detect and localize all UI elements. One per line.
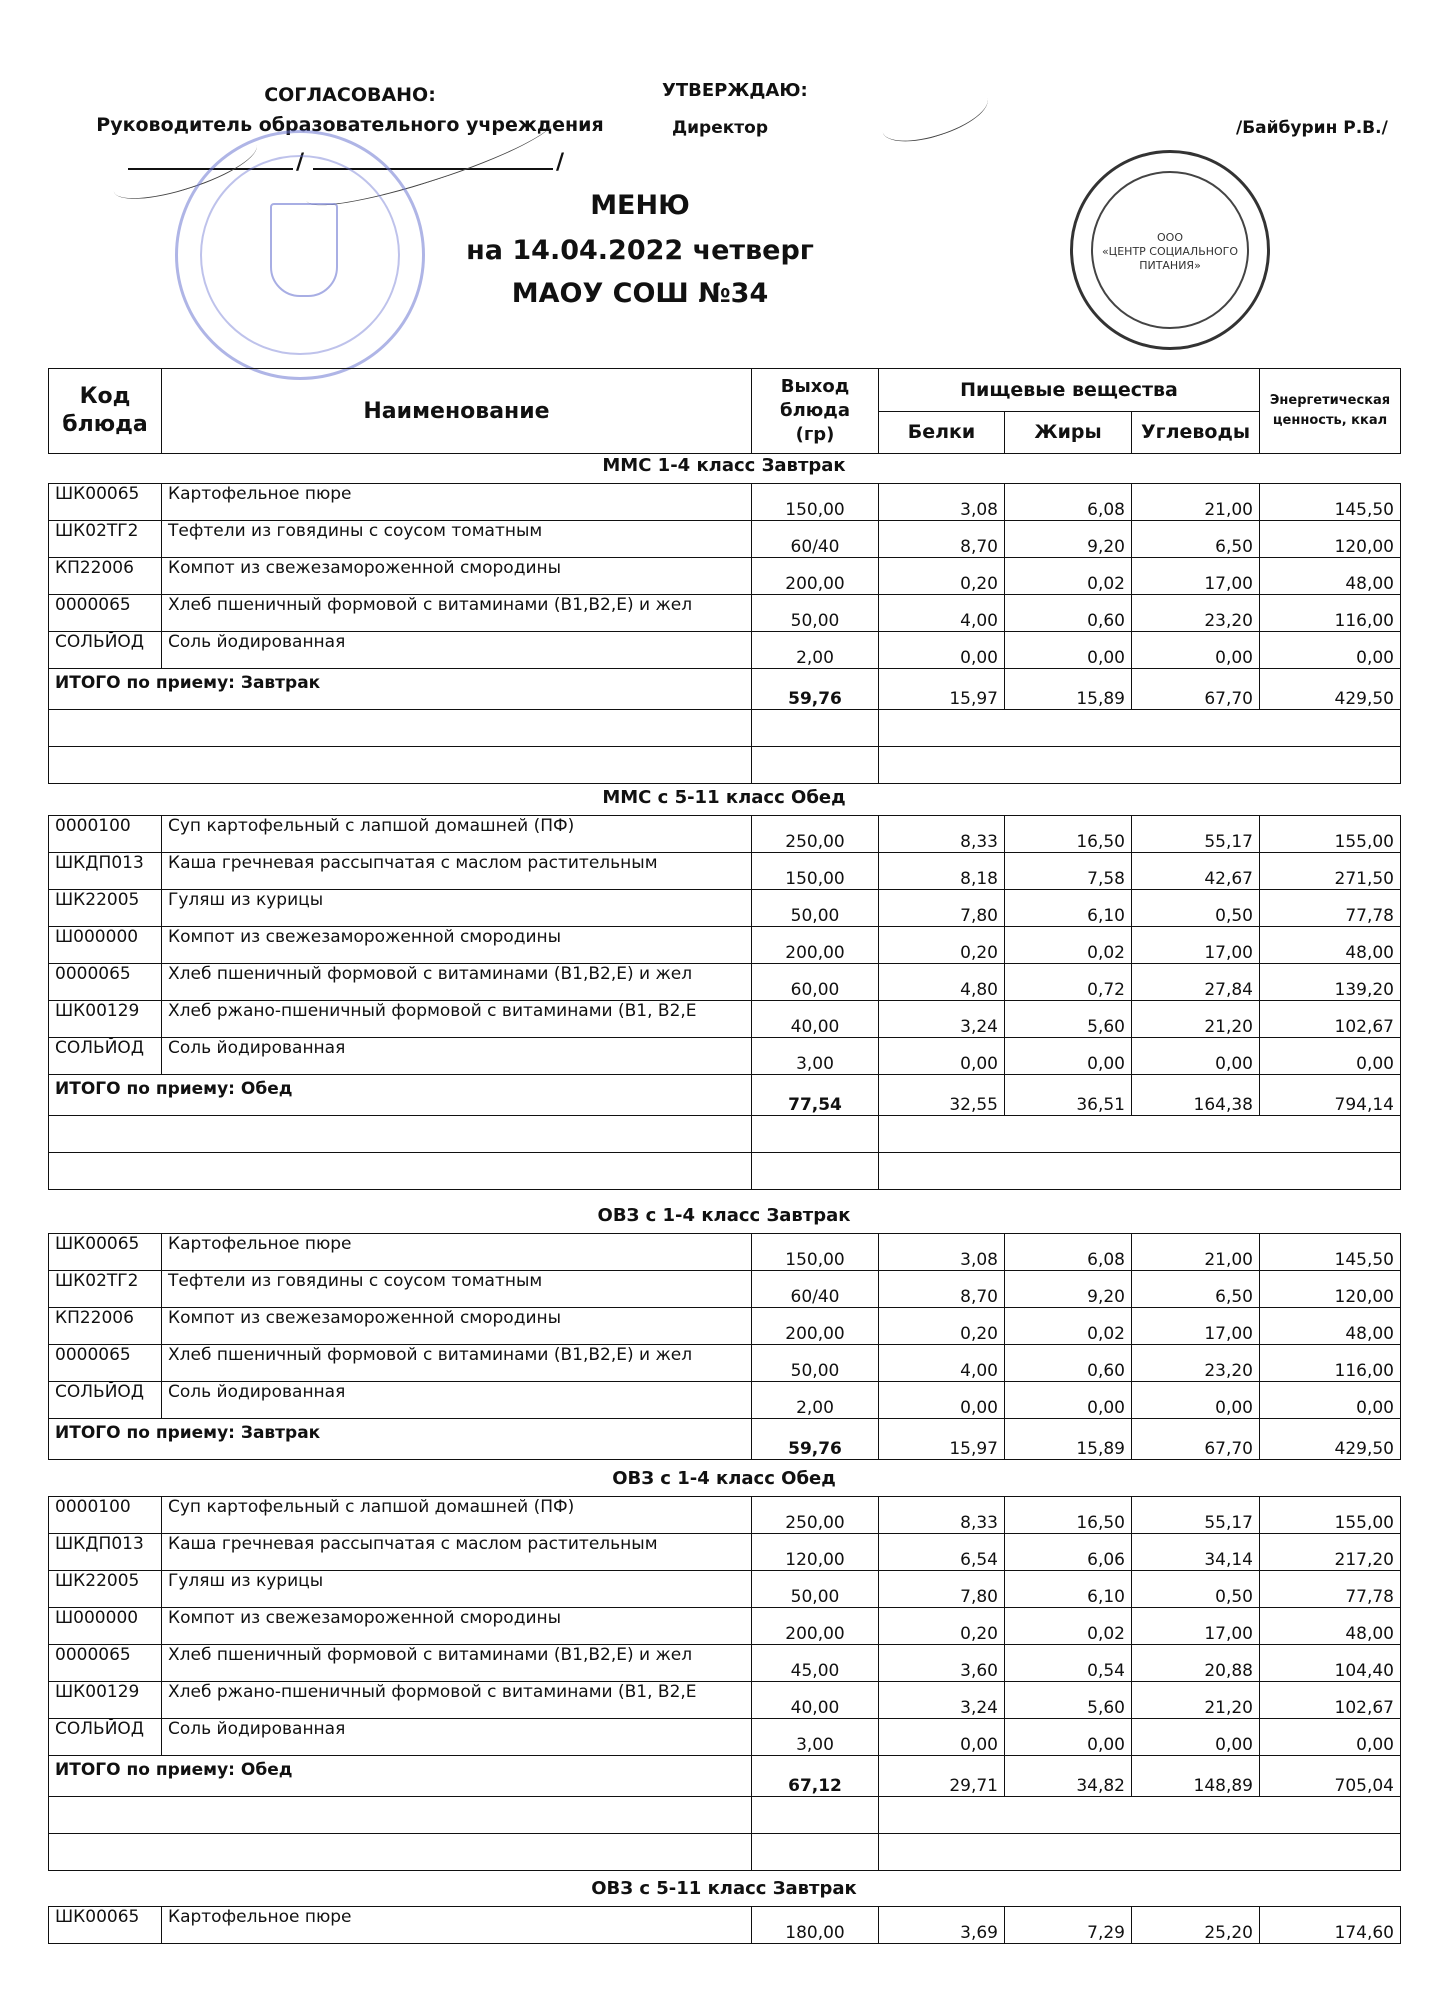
dish-protein: 0,00 — [879, 1382, 1005, 1419]
dish-name: Гуляш из курицы — [162, 1571, 752, 1608]
col-protein: Белки — [879, 411, 1005, 454]
dish-protein: 3,69 — [879, 1907, 1005, 1944]
dish-fat: 7,58 — [1005, 853, 1132, 890]
coat-of-arms-icon — [270, 203, 338, 297]
blank-row — [49, 1834, 1401, 1871]
section-title: ОВЗ с 1-4 класс Завтрак — [597, 1205, 851, 1226]
dish-name: Тефтели из говядины с соусом томатным — [162, 521, 752, 558]
dish-output: 250,00 — [752, 1497, 879, 1534]
dish-protein: 8,70 — [879, 521, 1005, 558]
blank-row — [49, 1116, 1401, 1153]
dish-energy: 102,67 — [1260, 1001, 1401, 1038]
dish-output: 50,00 — [752, 1345, 879, 1382]
section-title: ОВЗ с 5-11 класс Завтрак — [591, 1878, 857, 1899]
total-carbs: 164,38 — [1132, 1075, 1260, 1116]
dish-row — [49, 890, 1401, 927]
dish-carbs: 25,20 — [1132, 1907, 1260, 1944]
dish-name: Соль йодированная — [162, 1382, 752, 1419]
dish-code: 0000065 — [49, 1345, 162, 1382]
dish-row — [49, 1038, 1401, 1075]
dish-carbs: 20,88 — [1132, 1645, 1260, 1682]
dish-protein: 3,24 — [879, 1001, 1005, 1038]
total-output: 77,54 — [752, 1075, 879, 1116]
dish-energy: 48,00 — [1260, 927, 1401, 964]
dish-code: КП22006 — [49, 558, 162, 595]
dish-output: 3,00 — [752, 1038, 879, 1075]
dish-row — [49, 595, 1401, 632]
blank-cell — [49, 1116, 752, 1153]
dish-output: 2,00 — [752, 632, 879, 669]
dish-code: 0000065 — [49, 595, 162, 632]
dish-row — [49, 964, 1401, 1001]
menu-date: на 14.04.2022 четверг — [466, 235, 814, 266]
dish-code: 0000065 — [49, 964, 162, 1001]
dish-code: ШК00129 — [49, 1682, 162, 1719]
school-stamp — [175, 130, 425, 380]
dish-name: Каша гречневая рассыпчатая с маслом растительным — [162, 853, 752, 890]
dish-row — [49, 1308, 1401, 1345]
dish-row — [49, 1719, 1401, 1756]
dish-name: Картофельное пюре — [162, 1234, 752, 1271]
section-title: ММС с 5-11 класс Обед — [602, 787, 846, 808]
col-code: Код блюда — [49, 369, 162, 454]
dish-name: Компот из свежезамороженной смородины — [162, 558, 752, 595]
total-row — [49, 1419, 1401, 1460]
dish-carbs: 27,84 — [1132, 964, 1260, 1001]
dish-name: Суп картофельный с лапшой домашней (ПФ) — [162, 1497, 752, 1534]
total-energy: 794,14 — [1260, 1075, 1401, 1116]
dish-code: ШК02ТГ2 — [49, 1271, 162, 1308]
dish-code: ШКДП013 — [49, 1534, 162, 1571]
dish-fat: 0,60 — [1005, 1345, 1132, 1382]
dish-fat: 0,02 — [1005, 1308, 1132, 1345]
dish-carbs: 17,00 — [1132, 558, 1260, 595]
stamp-line-2: «ЦЕНТР СОЦИАЛЬНОГО — [1101, 245, 1239, 258]
dish-carbs: 21,00 — [1132, 484, 1260, 521]
dish-protein: 4,00 — [879, 1345, 1005, 1382]
blank-cell — [879, 1834, 1401, 1871]
blank-cell — [879, 747, 1401, 784]
approval-left-role: Руководитель образовательного учреждения — [96, 114, 604, 136]
dish-name: Суп картофельный с лапшой домашней (ПФ) — [162, 816, 752, 853]
dish-code: ШКДП013 — [49, 853, 162, 890]
dish-row — [49, 1645, 1401, 1682]
dish-energy: 48,00 — [1260, 1308, 1401, 1345]
dish-name: Компот из свежезамороженной смородины — [162, 927, 752, 964]
dish-carbs: 34,14 — [1132, 1534, 1260, 1571]
dish-energy: 0,00 — [1260, 1719, 1401, 1756]
dish-name: Хлеб ржано-пшеничный формовой с витаминами (В1, В2,Е — [162, 1001, 752, 1038]
dish-fat: 6,08 — [1005, 1234, 1132, 1271]
approval-right-role: Директор — [672, 118, 768, 138]
section-table — [48, 483, 1401, 784]
dish-row — [49, 632, 1401, 669]
dish-carbs: 0,00 — [1132, 1719, 1260, 1756]
dish-fat: 0,54 — [1005, 1645, 1132, 1682]
dish-carbs: 23,20 — [1132, 1345, 1260, 1382]
dish-output: 150,00 — [752, 484, 879, 521]
total-energy: 705,04 — [1260, 1756, 1401, 1797]
dish-code: 0000065 — [49, 1645, 162, 1682]
dish-energy: 145,50 — [1260, 1234, 1401, 1271]
section-table — [48, 1496, 1401, 1871]
dish-energy: 120,00 — [1260, 1271, 1401, 1308]
blank-row — [49, 1797, 1401, 1834]
dish-fat: 16,50 — [1005, 816, 1132, 853]
total-row — [49, 1756, 1401, 1797]
dish-protein: 3,60 — [879, 1645, 1005, 1682]
total-carbs: 148,89 — [1132, 1756, 1260, 1797]
dish-row — [49, 1234, 1401, 1271]
blank-cell — [49, 1834, 752, 1871]
dish-name: Соль йодированная — [162, 632, 752, 669]
dish-fat: 9,20 — [1005, 521, 1132, 558]
dish-energy: 0,00 — [1260, 1382, 1401, 1419]
dish-code: СОЛЬЙОД — [49, 632, 162, 669]
blank-cell — [752, 710, 879, 747]
dish-row — [49, 1345, 1401, 1382]
dish-row — [49, 1907, 1401, 1944]
dish-carbs: 17,00 — [1132, 927, 1260, 964]
blank-cell — [49, 747, 752, 784]
dish-name: Компот из свежезамороженной смородины — [162, 1308, 752, 1345]
dish-protein: 4,80 — [879, 964, 1005, 1001]
dish-fat: 5,60 — [1005, 1682, 1132, 1719]
dish-row — [49, 853, 1401, 890]
dish-code: ШК00065 — [49, 1234, 162, 1271]
total-protein: 15,97 — [879, 1419, 1005, 1460]
blank-cell — [752, 1116, 879, 1153]
dish-fat: 6,10 — [1005, 890, 1132, 927]
col-name: Наименование — [162, 369, 752, 454]
dish-carbs: 17,00 — [1132, 1308, 1260, 1345]
section-title: ОВЗ с 1-4 класс Обед — [612, 1468, 836, 1489]
signature-line-left: / / — [128, 150, 568, 172]
dish-energy: 48,00 — [1260, 558, 1401, 595]
dish-energy: 120,00 — [1260, 521, 1401, 558]
dish-output: 250,00 — [752, 816, 879, 853]
total-energy: 429,50 — [1260, 1419, 1401, 1460]
dish-protein: 4,00 — [879, 595, 1005, 632]
dish-code: КП22006 — [49, 1308, 162, 1345]
dish-output: 180,00 — [752, 1907, 879, 1944]
director-name: /Байбурин Р.В./ — [1236, 118, 1388, 138]
dish-name: Соль йодированная — [162, 1038, 752, 1075]
blank-cell — [752, 747, 879, 784]
blank-row — [49, 710, 1401, 747]
dish-output: 150,00 — [752, 1234, 879, 1271]
dish-name: Хлеб пшеничный формовой с витаминами (В1,В2,Е) и жел — [162, 1345, 752, 1382]
dish-code: СОЛЬЙОД — [49, 1038, 162, 1075]
total-protein: 29,71 — [879, 1756, 1005, 1797]
dish-fat: 0,00 — [1005, 632, 1132, 669]
dish-row — [49, 1497, 1401, 1534]
dish-output: 60/40 — [752, 521, 879, 558]
blank-row — [49, 747, 1401, 784]
dish-output: 200,00 — [752, 927, 879, 964]
total-carbs: 67,70 — [1132, 1419, 1260, 1460]
dish-carbs: 21,00 — [1132, 1234, 1260, 1271]
dish-carbs: 21,20 — [1132, 1682, 1260, 1719]
dish-fat: 0,02 — [1005, 558, 1132, 595]
dish-protein: 0,00 — [879, 1719, 1005, 1756]
dish-output: 60/40 — [752, 1271, 879, 1308]
dish-output: 50,00 — [752, 595, 879, 632]
dish-name: Тефтели из говядины с соусом томатным — [162, 1271, 752, 1308]
blank-cell — [49, 710, 752, 747]
dish-fat: 0,60 — [1005, 595, 1132, 632]
dish-name: Соль йодированная — [162, 1719, 752, 1756]
dish-code: Ш000000 — [49, 927, 162, 964]
school-name: МАОУ СОШ №34 — [511, 278, 769, 309]
dish-protein: 8,33 — [879, 816, 1005, 853]
total-fat: 36,51 — [1005, 1075, 1132, 1116]
total-fat: 15,89 — [1005, 669, 1132, 710]
blank-cell — [752, 1834, 879, 1871]
dish-output: 40,00 — [752, 1682, 879, 1719]
dish-energy: 116,00 — [1260, 1345, 1401, 1382]
dish-output: 3,00 — [752, 1719, 879, 1756]
dish-output: 50,00 — [752, 1571, 879, 1608]
dish-carbs: 42,67 — [1132, 853, 1260, 890]
dish-protein: 0,00 — [879, 632, 1005, 669]
approval-left-title: СОГЛАСОВАНО: — [264, 84, 436, 106]
dish-code: ШК22005 — [49, 1571, 162, 1608]
dish-row — [49, 1382, 1401, 1419]
blank-cell — [879, 710, 1401, 747]
dish-fat: 0,72 — [1005, 964, 1132, 1001]
dish-protein: 0,20 — [879, 558, 1005, 595]
dish-energy: 139,20 — [1260, 964, 1401, 1001]
dish-energy: 77,78 — [1260, 890, 1401, 927]
dish-output: 50,00 — [752, 890, 879, 927]
dish-name: Хлеб ржано-пшеничный формовой с витаминами (В1, В2,Е — [162, 1682, 752, 1719]
dish-name: Хлеб пшеничный формовой с витаминами (В1,В2,Е) и жел — [162, 964, 752, 1001]
dish-energy: 145,50 — [1260, 484, 1401, 521]
dish-carbs: 0,00 — [1132, 1382, 1260, 1419]
blank-cell — [752, 1153, 879, 1190]
menu-title: МЕНЮ — [590, 190, 690, 221]
dish-fat: 5,60 — [1005, 1001, 1132, 1038]
total-output: 59,76 — [752, 669, 879, 710]
dish-fat: 9,20 — [1005, 1271, 1132, 1308]
dish-row — [49, 1608, 1401, 1645]
dish-code: ШК00065 — [49, 1907, 162, 1944]
dish-output: 45,00 — [752, 1645, 879, 1682]
dish-protein: 8,18 — [879, 853, 1005, 890]
dish-fat: 0,02 — [1005, 1608, 1132, 1645]
dish-code: ШК00065 — [49, 484, 162, 521]
blank-cell — [879, 1153, 1401, 1190]
section-table — [48, 815, 1401, 1190]
blank-cell — [879, 1797, 1401, 1834]
dish-carbs: 6,50 — [1132, 521, 1260, 558]
dish-code: ШК00129 — [49, 1001, 162, 1038]
dish-code: ШК22005 — [49, 890, 162, 927]
dish-protein: 8,33 — [879, 1497, 1005, 1534]
dish-fat: 6,10 — [1005, 1571, 1132, 1608]
dish-fat: 6,06 — [1005, 1534, 1132, 1571]
dish-protein: 0,20 — [879, 1608, 1005, 1645]
dish-code: 0000100 — [49, 1497, 162, 1534]
dish-energy: 217,20 — [1260, 1534, 1401, 1571]
dish-code: СОЛЬЙОД — [49, 1382, 162, 1419]
dish-fat: 6,08 — [1005, 484, 1132, 521]
dish-name: Картофельное пюре — [162, 484, 752, 521]
dish-row — [49, 1001, 1401, 1038]
dish-carbs: 0,00 — [1132, 632, 1260, 669]
dish-fat: 7,29 — [1005, 1907, 1132, 1944]
company-stamp — [1070, 150, 1270, 350]
section-table — [48, 1233, 1401, 1460]
dish-name: Каша гречневая рассыпчатая с маслом растительным — [162, 1534, 752, 1571]
dish-carbs: 6,50 — [1132, 1271, 1260, 1308]
dish-energy: 0,00 — [1260, 632, 1401, 669]
dish-row — [49, 927, 1401, 964]
dish-name: Хлеб пшеничный формовой с витаминами (В1,В2,Е) и жел — [162, 1645, 752, 1682]
dish-energy: 48,00 — [1260, 1608, 1401, 1645]
dish-row — [49, 1682, 1401, 1719]
dish-energy: 174,60 — [1260, 1907, 1401, 1944]
total-label: ИТОГО по приему: Завтрак — [49, 669, 752, 710]
dish-protein: 6,54 — [879, 1534, 1005, 1571]
col-output: Выход блюда (гр) — [752, 369, 879, 454]
dish-row — [49, 484, 1401, 521]
blank-cell — [49, 1153, 752, 1190]
dish-output: 60,00 — [752, 964, 879, 1001]
blank-cell — [879, 1116, 1401, 1153]
col-fat: Жиры — [1005, 411, 1132, 454]
col-energy: Энергетическая ценность, ккал — [1260, 369, 1401, 454]
dish-row — [49, 558, 1401, 595]
total-output: 67,12 — [752, 1756, 879, 1797]
total-energy: 429,50 — [1260, 669, 1401, 710]
total-label: ИТОГО по приему: Обед — [49, 1075, 752, 1116]
total-label: ИТОГО по приему: Обед — [49, 1756, 752, 1797]
dish-energy: 155,00 — [1260, 816, 1401, 853]
dish-output: 200,00 — [752, 558, 879, 595]
dish-output: 150,00 — [752, 853, 879, 890]
dish-protein: 3,24 — [879, 1682, 1005, 1719]
dish-protein: 7,80 — [879, 890, 1005, 927]
approval-right-title: УТВЕРЖДАЮ: — [662, 80, 808, 101]
blank-cell — [49, 1797, 752, 1834]
dish-row — [49, 1271, 1401, 1308]
dish-protein: 3,08 — [879, 1234, 1005, 1271]
dish-name: Компот из свежезамороженной смородины — [162, 1608, 752, 1645]
dish-output: 120,00 — [752, 1534, 879, 1571]
menu-header-table — [48, 368, 1401, 454]
dish-output: 200,00 — [752, 1308, 879, 1345]
dish-energy: 0,00 — [1260, 1038, 1401, 1075]
total-fat: 34,82 — [1005, 1756, 1132, 1797]
dish-energy: 77,78 — [1260, 1571, 1401, 1608]
blank-row — [49, 1153, 1401, 1190]
dish-energy: 155,00 — [1260, 1497, 1401, 1534]
dish-row — [49, 521, 1401, 558]
dish-row — [49, 1571, 1401, 1608]
dish-energy: 116,00 — [1260, 595, 1401, 632]
total-protein: 32,55 — [879, 1075, 1005, 1116]
dish-protein: 8,70 — [879, 1271, 1005, 1308]
dish-row — [49, 816, 1401, 853]
dish-output: 2,00 — [752, 1382, 879, 1419]
dish-carbs: 0,50 — [1132, 890, 1260, 927]
stamp-line-1: ООО — [1157, 231, 1183, 244]
dish-carbs: 0,00 — [1132, 1038, 1260, 1075]
dish-protein: 0,20 — [879, 1308, 1005, 1345]
stamp-line-3: ПИТАНИЯ» — [1139, 259, 1201, 272]
dish-code: СОЛЬЙОД — [49, 1719, 162, 1756]
dish-carbs: 21,20 — [1132, 1001, 1260, 1038]
dish-energy: 104,40 — [1260, 1645, 1401, 1682]
dish-carbs: 55,17 — [1132, 816, 1260, 853]
total-row — [49, 669, 1401, 710]
dish-fat: 0,00 — [1005, 1382, 1132, 1419]
dish-output: 40,00 — [752, 1001, 879, 1038]
total-fat: 15,89 — [1005, 1419, 1132, 1460]
total-protein: 15,97 — [879, 669, 1005, 710]
section-table — [48, 1906, 1401, 1944]
dish-name: Хлеб пшеничный формовой с витаминами (В1,В2,Е) и жел — [162, 595, 752, 632]
dish-protein: 0,20 — [879, 927, 1005, 964]
col-carbs: Углеводы — [1132, 411, 1260, 454]
dish-code: Ш000000 — [49, 1608, 162, 1645]
signature-director — [876, 79, 993, 152]
dish-carbs: 23,20 — [1132, 595, 1260, 632]
dish-carbs: 0,50 — [1132, 1571, 1260, 1608]
blank-cell — [752, 1797, 879, 1834]
section-title: ММС 1-4 класс Завтрак — [602, 455, 846, 476]
total-carbs: 67,70 — [1132, 669, 1260, 710]
col-nutrients: Пищевые вещества — [879, 369, 1260, 412]
dish-output: 200,00 — [752, 1608, 879, 1645]
dish-protein: 7,80 — [879, 1571, 1005, 1608]
dish-carbs: 17,00 — [1132, 1608, 1260, 1645]
dish-code: ШК02ТГ2 — [49, 521, 162, 558]
dish-fat: 0,02 — [1005, 927, 1132, 964]
dish-energy: 102,67 — [1260, 1682, 1401, 1719]
dish-name: Картофельное пюре — [162, 1907, 752, 1944]
dish-fat: 16,50 — [1005, 1497, 1132, 1534]
dish-fat: 0,00 — [1005, 1038, 1132, 1075]
total-row — [49, 1075, 1401, 1116]
dish-row — [49, 1534, 1401, 1571]
dish-energy: 271,50 — [1260, 853, 1401, 890]
dish-protein: 0,00 — [879, 1038, 1005, 1075]
dish-code: 0000100 — [49, 816, 162, 853]
dish-name: Гуляш из курицы — [162, 890, 752, 927]
total-label: ИТОГО по приему: Завтрак — [49, 1419, 752, 1460]
dish-fat: 0,00 — [1005, 1719, 1132, 1756]
total-output: 59,76 — [752, 1419, 879, 1460]
dish-protein: 3,08 — [879, 484, 1005, 521]
dish-carbs: 55,17 — [1132, 1497, 1260, 1534]
